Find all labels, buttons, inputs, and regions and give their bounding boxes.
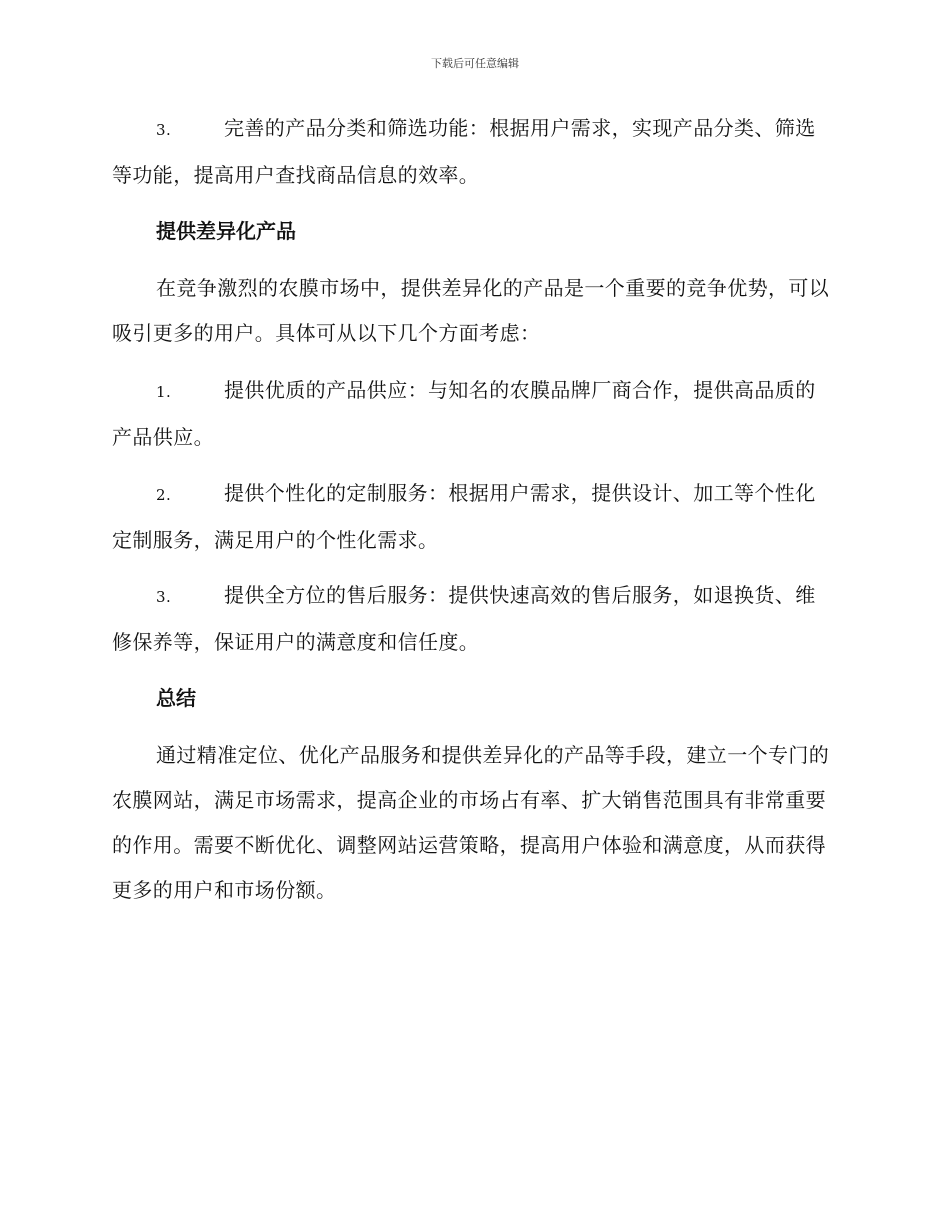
page-header: 下载后可任意编辑 bbox=[431, 57, 519, 70]
list-number: 1. bbox=[156, 383, 172, 401]
list-item-text: 提供个性化的定制服务：根据用户需求，提供设计、加工等个性化定制服务，满足用户的个性化需求。 bbox=[112, 481, 816, 552]
paragraph-differentiation-intro: 在竞争激烈的农膜市场中，提供差异化的产品是一个重要的竞争优势，可以吸引更多的用户。具体可从以下几个方面考虑： bbox=[112, 276, 830, 345]
list-item-text: 完善的产品分类和筛选功能：根据用户需求，实现产品分类、筛选等功能，提高用户查找商品信息的效率。 bbox=[112, 116, 816, 187]
list-number: 2. bbox=[156, 486, 172, 504]
section-heading-summary: 总结 bbox=[156, 686, 196, 710]
list-item-text: 提供优质的产品供应：与知名的农膜品牌厂商合作，提供高品质的产品供应。 bbox=[112, 378, 816, 449]
section-heading-differentiation: 提供差异化产品 bbox=[156, 219, 296, 243]
list-item-text: 提供全方位的售后服务：提供快速高效的售后服务，如退换货、维修保养等，保证用户的满意度和信任度。 bbox=[112, 583, 816, 654]
list-number: 3. bbox=[156, 588, 172, 606]
paragraph-summary: 通过精准定位、优化产品服务和提供差异化的产品等手段，建立一个专门的农膜网站，满足市场需求，提高企业的市场占有率、扩大销售范围具有非常重要的作用。需要不断优化、调整网站运营策略，提高用户体验和满意度，从而获得更多的用户和市场份额。 bbox=[112, 743, 830, 902]
list-number: 3. bbox=[156, 121, 172, 139]
list-item-custom-service bbox=[112, 471, 834, 563]
list-item-feature-3 bbox=[112, 106, 834, 198]
list-item-after-sales bbox=[112, 573, 834, 665]
list-item-quality-supply bbox=[112, 368, 834, 460]
